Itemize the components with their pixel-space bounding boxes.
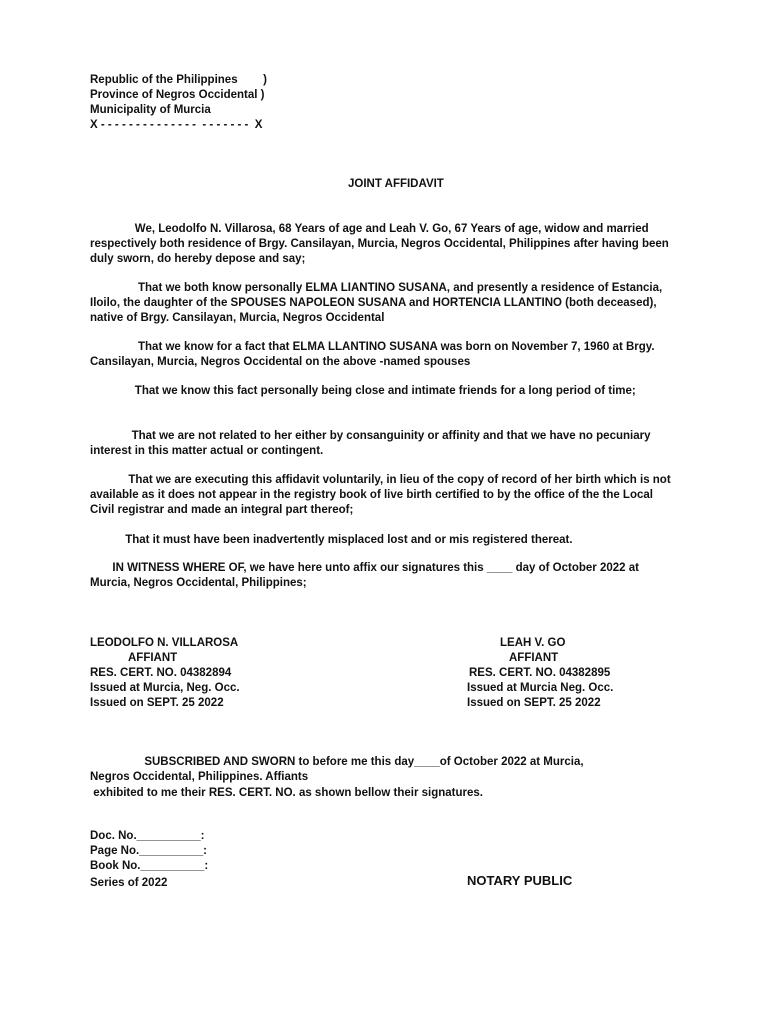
jurat-line-3: exhibited to me their RES. CERT. NO. as shown bellow their signatures. (90, 787, 483, 799)
affiant-2-res-cert: RES. CERT. NO. 04382895 (469, 667, 611, 679)
paragraph-knowledge: That we both know personally ELMA LIANTINO SUSANA, and presently a residence of Estancia, Iloilo, the daughter of the SPOUSES NAPOLEON SUSANA and HORTENCIA LLANTINO (both deceased), native of Brgy. Cansilayan, Murcia, Negros Occidental (90, 282, 663, 324)
paragraph-purpose: That we are executing this affidavit voluntarily, in lieu of the copy of record of her birth which is not available as it does not appear in the registry book of live birth certified to by the office of the the Local Civil registrar and made an integral part thereof; (90, 474, 671, 516)
jurat-line-1: SUBSCRIBED AND SWORN to before me this day____of October 2022 at Murcia, (90, 756, 584, 768)
document-title: JOINT AFFIDAVIT (348, 178, 444, 190)
notary-public-label: NOTARY PUBLIC (467, 873, 573, 888)
affiant-2-name: LEAH V. GO (500, 637, 566, 649)
header-separator: X - - - - - - - - - - - - - - - - - - - - - X (90, 119, 263, 131)
paragraph-witness: IN WITNESS WHERE OF, we have here unto affix our signatures this ____ day of October 2022 at Murcia, Negros Occidental, Philippines; (90, 562, 639, 589)
affiant-1-res-cert: RES. CERT. NO. 04382894 (90, 667, 232, 679)
paragraph-friendship: That we know this fact personally being close and intimate friends for a long period of time; (134, 385, 636, 397)
page-no: Page No.__________: (90, 845, 207, 857)
affiant-2-role: AFFIANT (509, 652, 559, 664)
paragraph-intro: We, Leodolfo N. Villarosa, 68 Years of age and Leah V. Go, 67 Years of age, widow and married respectively both residence of Brgy. Cansilayan, Murcia, Negros Occidental, Philippines after having been duly sworn, do hereby depose and say; (90, 223, 669, 265)
paragraph-misplaced: That it must have been inadvertently misplaced lost and or mis registered thereat. (125, 534, 573, 546)
paragraph-birth-fact: That we know for a fact that ELMA LLANTINO SUSANA was born on November 7, 1960 at Brgy. Cansilayan, Murcia, Negros Occidental on the above -named spouses (90, 341, 655, 368)
affiant-1-issued-on: Issued on SEPT. 25 2022 (90, 697, 224, 709)
book-no: Book No.__________: (90, 860, 209, 872)
affiant-1-issued-at: Issued at Murcia, Neg. Occ. (90, 682, 240, 694)
doc-no: Doc. No.__________: (90, 830, 205, 842)
header-municipality: Municipality of Murcia (90, 104, 211, 116)
header-republic: Republic of the Philippines ) (90, 74, 267, 86)
header-province: Province of Negros Occidental ) (90, 89, 265, 101)
affiant-2-issued-on: Issued on SEPT. 25 2022 (467, 697, 601, 709)
affiant-1-name: LEODOLFO N. VILLAROSA (90, 637, 239, 649)
jurat-line-2: Negros Occidental, Philippines. Affiants (90, 771, 309, 783)
affiant-2-issued-at: Issued at Murcia Neg. Occ. (467, 682, 614, 694)
series-year: Series of 2022 (90, 877, 168, 889)
paragraph-not-related: That we are not related to her either by consanguinity or affinity and that we have no pecuniary interest in this matter actual or contingent. (90, 430, 651, 457)
affiant-1-role: AFFIANT (128, 652, 178, 664)
